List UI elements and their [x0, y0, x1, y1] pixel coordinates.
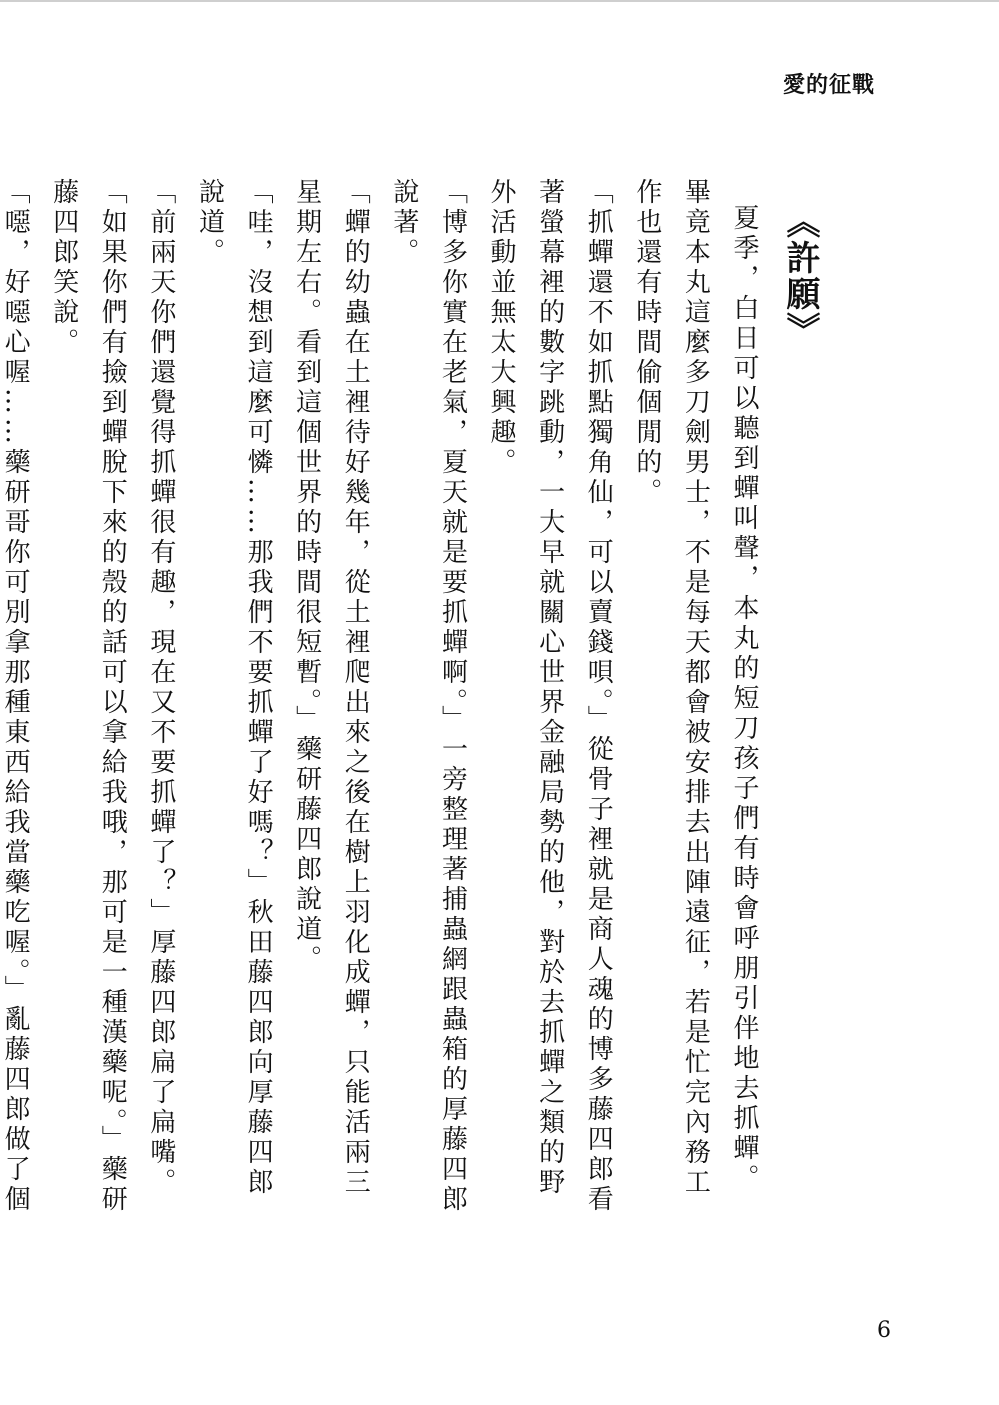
chapter-title: 《許願》: [780, 204, 820, 348]
running-header-title: 愛的征戰: [782, 72, 875, 98]
paragraph-4: 「蟬的幼蟲在土裡待好幾年，從土裡爬出來之後在樹上羽化成蟬，只能活兩三星期左右。看到這個世界的時間很短暫。」藥研藤四郎說道。: [291, 178, 371, 1198]
paragraph-6: 「前兩天你們還覺得抓蟬很有趣，現在又不要抓蟬了？」厚藤四郎扁了扁嘴。: [145, 178, 176, 1198]
paragraph-2: 「抓蟬還不如抓點獨角仙，可以賣錢唄。」從骨子裡就是商人魂的博多藤四郎看著螢幕裡的數字跳動，一大早就關心世界金融局勢的他，對於去抓蟬之類的野外活動並無太大興趣。: [486, 178, 614, 1215]
paragraph-8: 「噁，好噁心喔……藥研哥你可別拿那種東西給我當藥吃喔。」亂藤四郎做了個: [0, 178, 31, 1215]
vertical-text-body: [0, 178, 832, 1218]
paragraph-1: 夏季，白日可以聽到蟬叫聲，本丸的短刀孩子們有時會呼朋引伴地去抓蟬。畢竟本丸這麼多刀劍男士，不是每天都會被安排去出陣遠征，若是忙完內務工作也還有時間偷個閒的。: [631, 178, 759, 1198]
paragraph-3: 「博多你實在老氣，夏天就是要抓蟬啊。」一旁整理著捕蟲網跟蟲箱的厚藤四郎說著。: [388, 178, 468, 1215]
paragraph-5: 「哇，沒想到這麼可憐……那我們不要抓蟬了好嗎？」秋田藤四郎向厚藤四郎說道。: [194, 178, 274, 1198]
top-border-line: [0, 0, 999, 2]
paragraph-7: 「如果你們有撿到蟬脫下來的殼的話可以拿給我哦，那可是一種漢藥呢。」藥研藤四郎笑說。: [48, 178, 128, 1215]
page-number: 6: [877, 1318, 891, 1343]
